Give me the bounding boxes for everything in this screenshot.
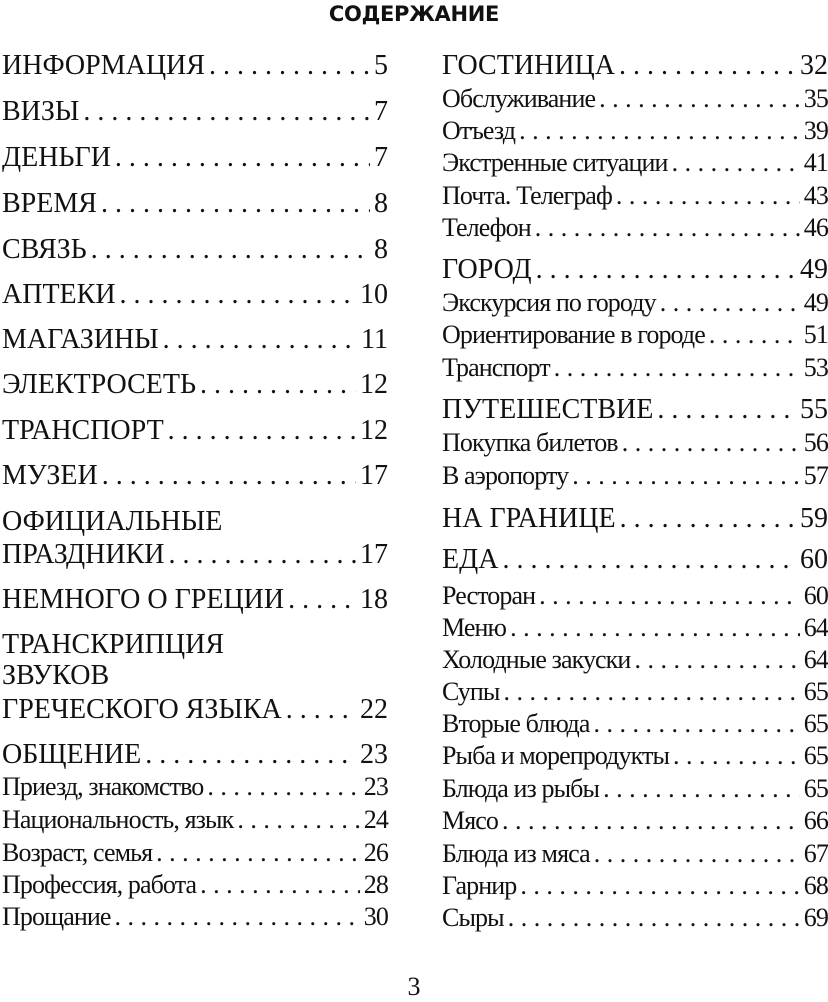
toc-entry-page: 5	[374, 50, 388, 81]
toc-entry[interactable]	[2, 868, 388, 902]
toc-entry-title: Блюда из мяса	[442, 839, 590, 868]
toc-entry-title: ИНФОРМАЦИЯ	[2, 50, 205, 81]
toc-entry-title: Профессия, работа	[2, 870, 197, 899]
dot-leader	[115, 900, 360, 934]
dot-leader	[83, 95, 370, 129]
page-number: 3	[407, 972, 421, 1001]
toc-entry[interactable]	[2, 95, 388, 129]
toc-entry-title: Вторые блюда	[442, 709, 590, 738]
toc-entry[interactable]	[2, 278, 388, 312]
dot-leader	[554, 351, 800, 385]
toc-entry-title: ЗВУКОВ	[2, 660, 110, 691]
toc-entry[interactable]	[442, 179, 828, 213]
toc-entry-page: 23	[360, 739, 388, 770]
toc-entry-title: ГОРОД	[442, 254, 532, 285]
dot-leader	[115, 141, 370, 175]
toc-entry-page: 43	[803, 181, 828, 210]
toc-entry-page: 23	[363, 772, 388, 801]
toc-entry-page: 65	[803, 677, 828, 706]
dot-leader	[572, 459, 800, 493]
toc-entry-title: Национальность, язык	[2, 805, 234, 834]
toc-entry-page: 69	[803, 903, 828, 932]
toc-entry-title: МУЗЕИ	[2, 460, 98, 491]
toc-entry-page: 41	[803, 148, 828, 177]
dot-leader	[603, 772, 800, 806]
toc-entry[interactable]	[2, 187, 388, 221]
page-title: СОДЕРЖАНИЕ	[328, 2, 500, 26]
toc-entry[interactable]	[442, 901, 828, 935]
toc-entry-page: 22	[360, 694, 388, 725]
toc-entry-page: 64	[803, 613, 828, 642]
dot-leader	[519, 114, 800, 148]
toc-entry[interactable]	[442, 502, 828, 536]
toc-entry-page: 35	[803, 84, 828, 113]
dot-leader	[619, 49, 796, 83]
toc-entry-page: 66	[803, 806, 828, 835]
toc-entry-title: Приезд, знакомство	[2, 772, 204, 801]
toc-entry-page: 10	[360, 279, 388, 310]
dot-leader	[156, 836, 360, 870]
toc-entry-title: ОФИЦИАЛЬНЫЕ	[2, 506, 223, 537]
toc-entry[interactable]	[442, 643, 828, 677]
dot-leader	[168, 414, 356, 448]
toc-entry[interactable]	[442, 611, 828, 645]
toc-entry-title: ТРАНСКРИПЦИЯ	[2, 629, 225, 660]
toc-entry[interactable]	[442, 146, 828, 180]
dot-leader	[520, 869, 799, 903]
toc-entry[interactable]	[2, 538, 388, 572]
toc-entry-page: 7	[374, 142, 388, 173]
toc-entry[interactable]	[442, 707, 828, 741]
toc-entry[interactable]	[442, 837, 828, 871]
toc-entry-page: 24	[363, 805, 388, 834]
dot-leader	[672, 146, 800, 180]
dot-leader	[91, 233, 370, 267]
toc-entry-title: СВЯЗЬ	[2, 234, 87, 265]
dot-leader	[200, 368, 356, 402]
toc-entry-title: Телефон	[442, 213, 531, 242]
toc-entry[interactable]	[2, 414, 388, 448]
dot-leader	[503, 675, 799, 709]
toc-entry-title: Ресторан	[442, 581, 536, 610]
toc-entry-title: Отъезд	[442, 116, 516, 145]
toc-entry[interactable]	[442, 869, 828, 903]
toc-entry[interactable]	[442, 318, 828, 352]
toc-entry-page: 39	[803, 116, 828, 145]
toc-entry-title: Почта. Телеграф	[442, 181, 612, 210]
dot-leader	[169, 538, 357, 572]
toc-entry[interactable]	[442, 739, 828, 773]
toc-entry-page: 55	[800, 394, 828, 425]
toc-entry-title: В аэропорту	[442, 461, 569, 490]
toc-entry-title: НА ГРАНИЦЕ	[442, 503, 616, 534]
toc-entry-page: 65	[803, 709, 828, 738]
toc-entry[interactable]	[442, 426, 828, 460]
toc-entry-title: НЕМНОГО О ГРЕЦИИ	[2, 584, 285, 615]
toc-entry[interactable]	[2, 368, 388, 402]
toc-entry[interactable]	[2, 49, 388, 83]
toc-entry[interactable]	[442, 579, 828, 613]
toc-entry-page: 30	[363, 902, 388, 931]
dot-leader	[536, 253, 796, 287]
toc-entry-line[interactable]	[2, 628, 388, 662]
toc-entry-title: Транспорт	[442, 353, 550, 382]
toc-entry[interactable]	[2, 233, 388, 267]
toc-entry-page: 32	[800, 50, 828, 81]
toc-entry-title: Прощание	[2, 902, 111, 931]
toc-entry-page: 26	[363, 838, 388, 867]
toc-entry-title: Экстренные ситуации	[442, 148, 668, 177]
toc-entry[interactable]	[442, 772, 828, 806]
toc-entry-page: 12	[360, 369, 388, 400]
toc-entry-page: 17	[360, 539, 388, 570]
dot-leader	[535, 211, 800, 245]
dot-leader	[508, 901, 800, 935]
toc-entry-page: 8	[374, 234, 388, 265]
dot-leader	[616, 179, 800, 213]
dot-leader	[599, 82, 800, 116]
toc-entry-title: ВРЕМЯ	[2, 188, 97, 219]
toc-entry-page: 8	[374, 188, 388, 219]
toc-entry-title: Возраст, семья	[2, 838, 153, 867]
toc-entry[interactable]	[2, 738, 388, 772]
toc-entry-title: Гарнир	[442, 871, 517, 900]
dot-leader	[200, 868, 360, 902]
toc-entry-page: 18	[360, 584, 388, 615]
toc-entry-page: 51	[803, 320, 828, 349]
toc-entry[interactable]	[2, 803, 388, 837]
toc-entry-title: Обслуживание	[442, 84, 596, 113]
toc-entry-page: 65	[803, 741, 828, 770]
toc-entry-page: 60	[800, 544, 828, 575]
dot-leader	[145, 738, 356, 772]
toc-entry-page: 7	[374, 96, 388, 127]
toc-entry-title: ЭЛЕКТРОСЕТЬ	[2, 369, 197, 400]
toc-entry-page: 64	[803, 645, 828, 674]
toc-entry-title: АПТЕКИ	[2, 279, 116, 310]
toc-entry-page: 28	[363, 870, 388, 899]
toc-entry-title: МАГАЗИНЫ	[2, 324, 159, 355]
toc-entry[interactable]	[442, 804, 828, 838]
toc-entry[interactable]	[2, 323, 388, 357]
toc-entry-title: Экскурсия по городу	[442, 288, 656, 317]
toc-entry[interactable]	[442, 286, 828, 320]
toc-entry[interactable]	[2, 583, 388, 617]
dot-leader	[209, 49, 370, 83]
toc-entry-page: 12	[360, 415, 388, 446]
toc-entry-title: Сыры	[442, 903, 504, 932]
toc-entry-title: Покупка билетов	[442, 428, 618, 457]
toc-entry-page: 65	[803, 774, 828, 803]
dot-leader	[288, 583, 356, 617]
toc-entry-title: ГОСТИНИЦА	[442, 50, 615, 81]
dot-leader	[102, 459, 356, 493]
toc-entry-title: Блюда из рыбы	[442, 774, 600, 803]
toc-entry-title: ЕДА	[442, 544, 499, 575]
toc-entry-title: ПУТЕШЕСТВИЕ	[442, 394, 654, 425]
dot-leader	[634, 643, 799, 677]
toc-entry[interactable]	[442, 114, 828, 148]
toc-entry-page: 17	[360, 460, 388, 491]
dot-leader	[207, 770, 359, 804]
dot-leader	[622, 426, 800, 460]
toc-entry-title: ПРАЗДНИКИ	[2, 539, 165, 570]
toc-entry[interactable]	[2, 836, 388, 870]
toc-entry[interactable]	[442, 211, 828, 245]
dot-leader	[163, 323, 357, 357]
dot-leader	[510, 611, 800, 645]
dot-leader	[237, 803, 359, 837]
toc-entry[interactable]	[442, 49, 828, 83]
toc-entry-title: Супы	[442, 677, 500, 706]
dot-leader	[660, 286, 800, 320]
toc-entry-page: 59	[800, 503, 828, 534]
toc-entry-title: Мясо	[442, 806, 499, 835]
dot-leader	[594, 707, 800, 741]
toc-entry-title: Холодные закуски	[442, 645, 631, 674]
toc-entry-title: ВИЗЫ	[2, 96, 80, 127]
toc-entry-page: 67	[803, 839, 828, 868]
toc-entry-page: 60	[803, 581, 828, 610]
toc-entry[interactable]	[2, 459, 388, 493]
toc-entry-title: Рыба и морепродукты	[442, 741, 670, 770]
toc-entry[interactable]	[442, 459, 828, 493]
dot-leader	[502, 543, 796, 577]
dot-leader	[502, 804, 800, 838]
toc-entry[interactable]	[442, 253, 828, 287]
dot-leader	[120, 278, 356, 312]
toc-entry-page: 53	[803, 353, 828, 382]
toc-entry[interactable]	[442, 393, 828, 427]
toc-entry-page: 49	[800, 254, 828, 285]
toc-entry[interactable]	[2, 900, 388, 934]
toc-entry-page: 56	[803, 428, 828, 457]
toc-entry-title: ГРЕЧЕСКОГО ЯЗЫКА	[2, 694, 282, 725]
toc-entry-title: Ориентирование в городе	[442, 320, 705, 349]
dot-leader	[594, 837, 800, 871]
dot-leader	[286, 693, 356, 727]
dot-leader	[101, 187, 370, 221]
dot-leader	[657, 393, 796, 427]
toc-entry-page: 68	[803, 871, 828, 900]
toc-entry-line[interactable]	[2, 659, 388, 693]
dot-leader	[620, 502, 796, 536]
toc-entry[interactable]	[2, 693, 388, 727]
toc-entry-title: ДЕНЬГИ	[2, 142, 111, 173]
toc-entry-line[interactable]	[2, 505, 388, 539]
toc-entry-title: ТРАНСПОРТ	[2, 415, 164, 446]
toc-entry[interactable]	[2, 141, 388, 175]
toc-entry-page: 11	[361, 324, 388, 355]
toc-entry[interactable]	[442, 82, 828, 116]
toc-entry[interactable]	[442, 543, 828, 577]
toc-entry-title: ОБЩЕНИЕ	[2, 739, 142, 770]
toc-entry[interactable]	[2, 770, 388, 804]
dot-leader	[673, 739, 800, 773]
dot-leader	[539, 579, 800, 613]
toc-entry-page: 57	[803, 461, 828, 490]
dot-leader	[709, 318, 800, 352]
toc-entry-title: Меню	[442, 613, 507, 642]
toc-entry-page: 49	[803, 288, 828, 317]
toc-entry[interactable]	[442, 351, 828, 385]
toc-entry[interactable]	[442, 675, 828, 709]
toc-entry-page: 46	[803, 213, 828, 242]
